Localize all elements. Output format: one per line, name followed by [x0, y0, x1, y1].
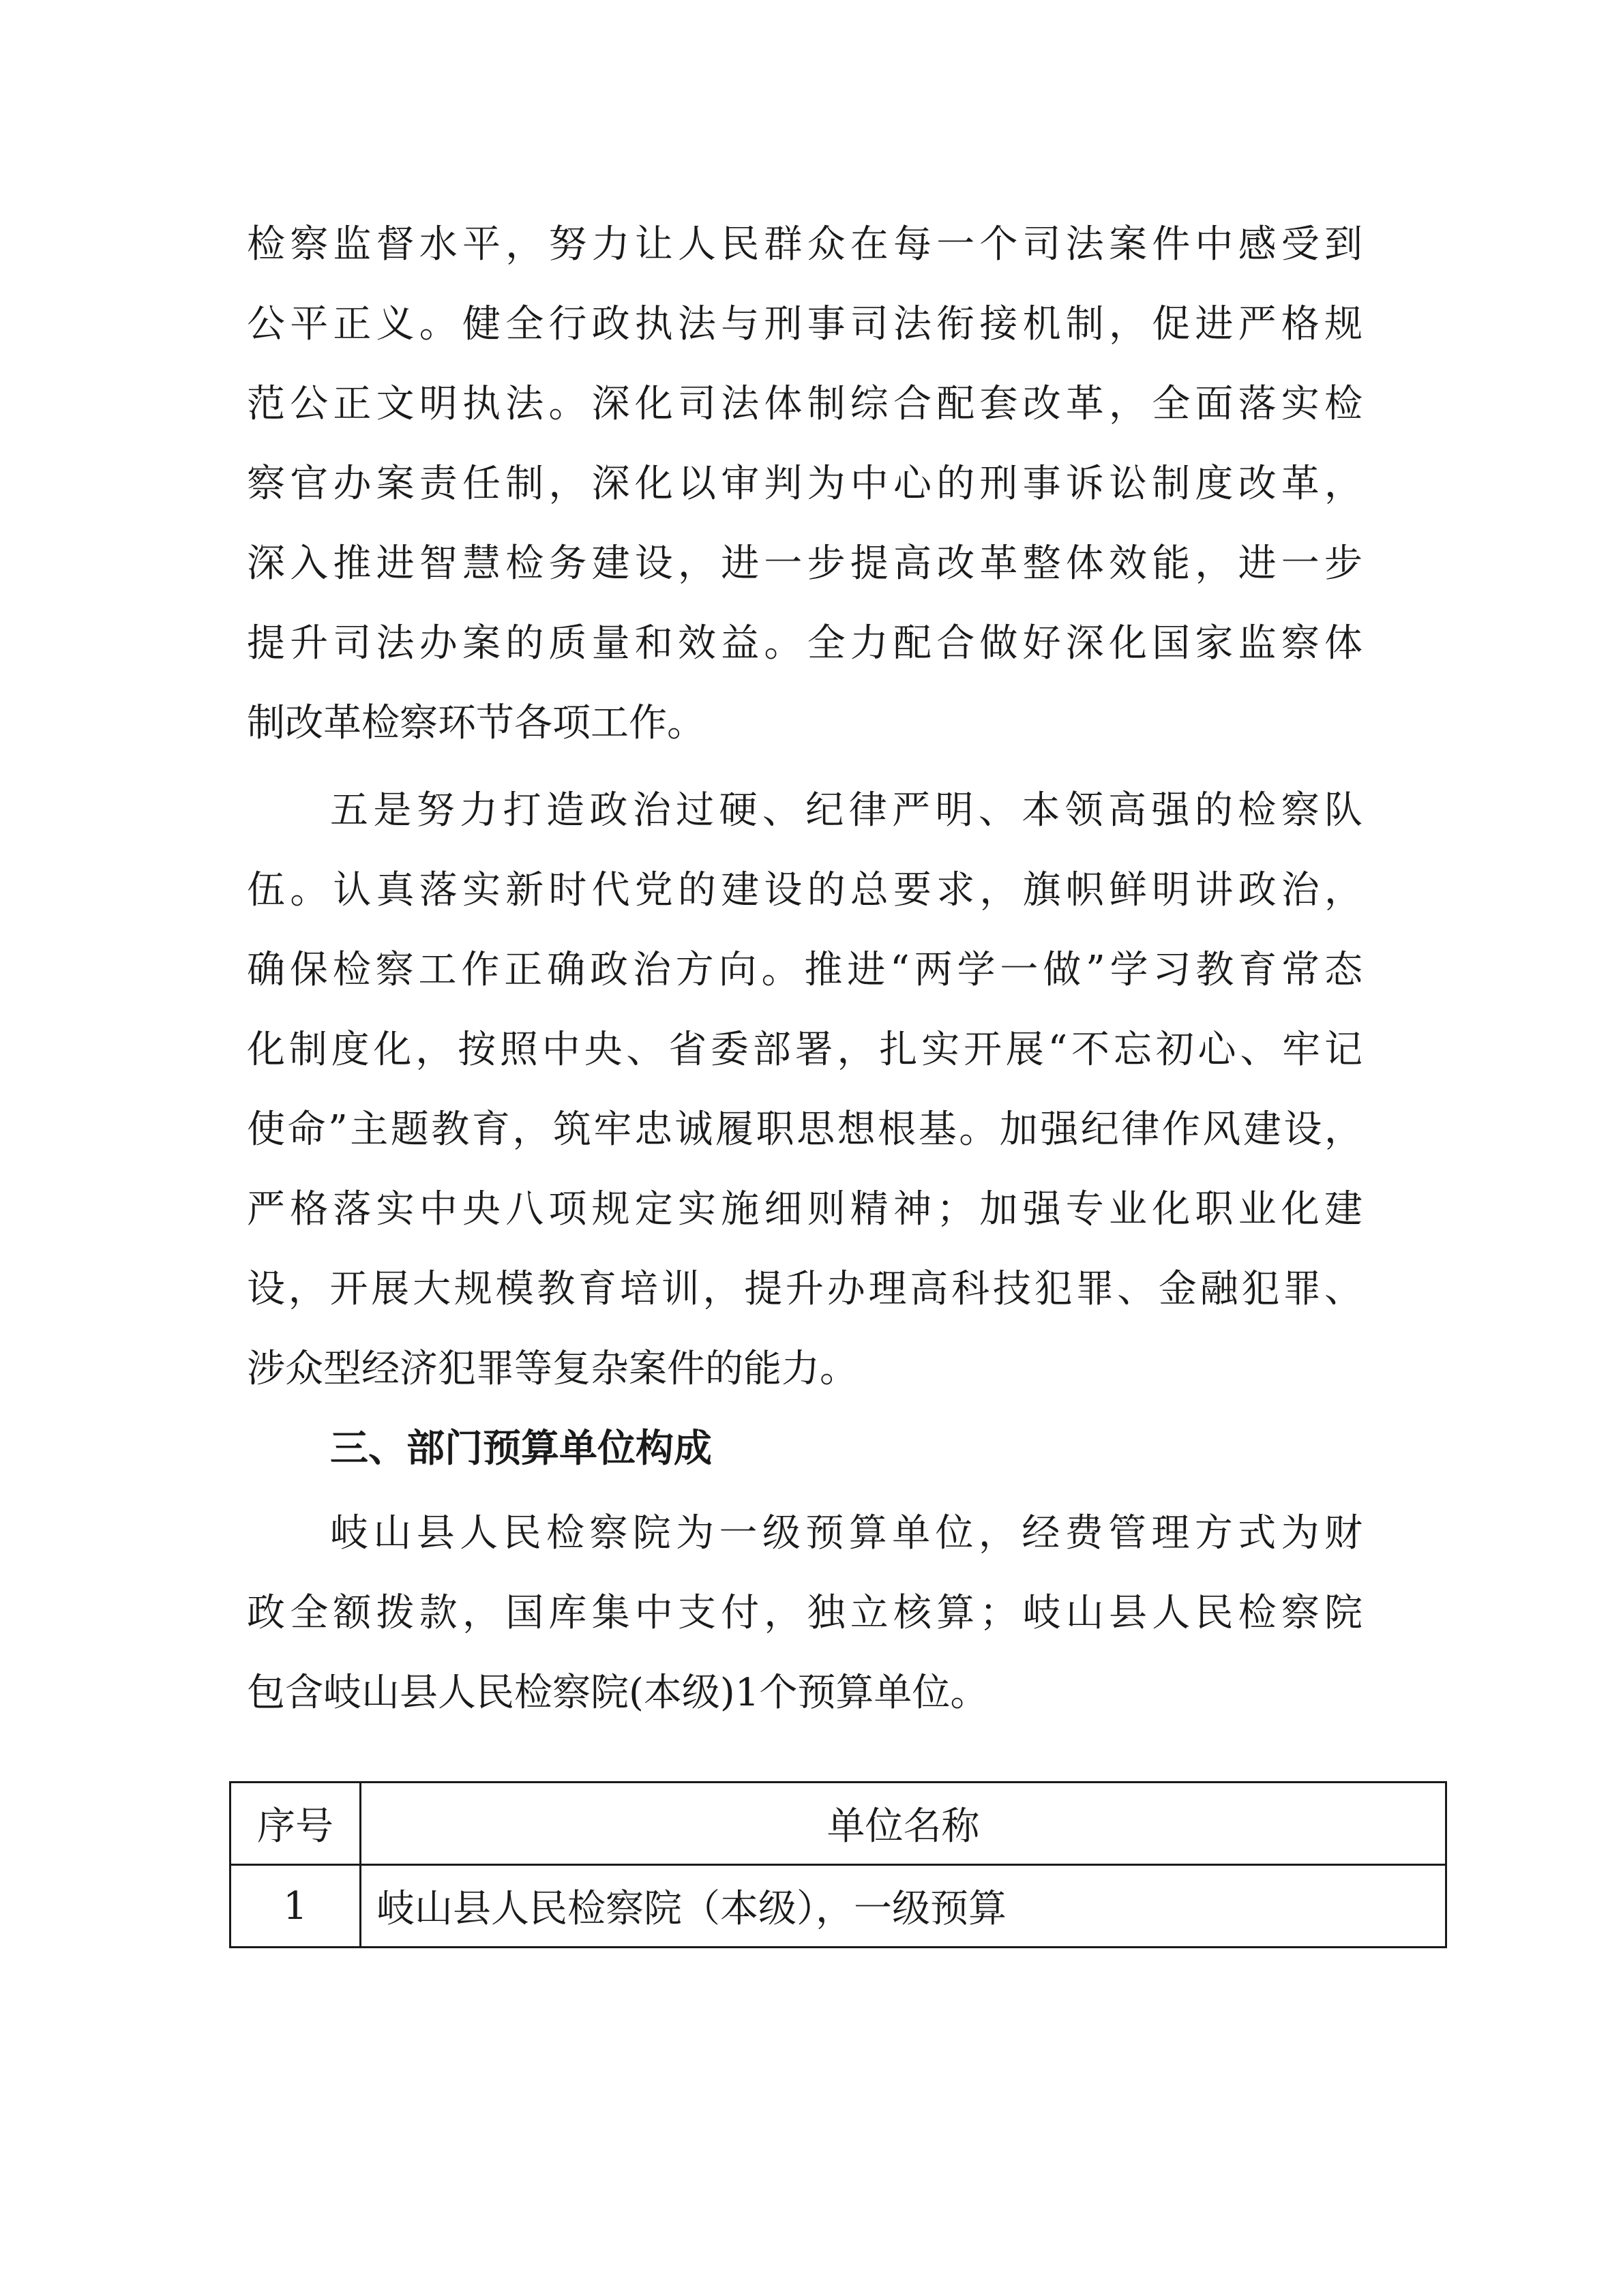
text-line: 深入推进智慧检务建设，进一步提高改革整体效能，进一步 [247, 541, 1363, 586]
budget-unit-table [229, 1781, 1447, 1948]
text-line: 察官办案责任制，深化以审判为中心的刑事诉讼制度改革， [247, 462, 1363, 506]
text-line: 制改革检察环节各项工作。 [247, 701, 705, 745]
section-heading: 三、部门预算单位构成 [330, 1427, 712, 1471]
text-line: 确保检察工作正确政治方向。推进“两学一做”学习教育常态 [247, 948, 1363, 992]
text-line: 岐山县人民检察院为一级预算单位，经费管理方式为财 [330, 1511, 1363, 1555]
text-line: 五是努力打造政治过硬、纪律严明、本领高强的检察队 [330, 788, 1363, 833]
text-line: 伍。认真落实新时代党的建设的总要求，旗帜鲜明讲政治， [247, 868, 1363, 912]
text-line: 提升司法办案的质量和效益。全力配合做好深化国家监察体 [247, 621, 1363, 666]
column-header-unit-name: 单位名称 [361, 1783, 1446, 1865]
table-row [230, 1865, 1446, 1948]
text-line: 检察监督水平，努力让人民群众在每一个司法案件中感受到 [247, 222, 1363, 267]
column-header-number: 序号 [230, 1783, 361, 1865]
table-cell-unit-name: 岐山县人民检察院（本级），一级预算 [361, 1865, 1446, 1948]
table-cell-number: 1 [230, 1865, 361, 1948]
text-line: 设，开展大规模教育培训，提升办理高科技犯罪、金融犯罪、 [247, 1267, 1363, 1311]
text-line: 公平正义。健全行政执法与刑事司法衔接机制，促进严格规 [247, 302, 1363, 346]
table-header-row [230, 1783, 1446, 1865]
text-line: 政全额拨款，国库集中支付，独立核算；岐山县人民检察院 [247, 1591, 1363, 1635]
text-line: 包含岐山县人民检察院(本级)1个预算单位。 [247, 1671, 989, 1715]
paragraph-budget-units [247, 1493, 1363, 1733]
text-line: 涉众型经济犯罪等复杂案件的能力。 [247, 1347, 858, 1391]
paragraph-team-building [247, 771, 1363, 1409]
paragraph-procuratorial-reform [247, 205, 1363, 763]
text-line: 严格落实中央八项规定实施细则精神；加强专业化职业化建 [247, 1187, 1363, 1232]
text-line: 范公正文明执法。深化司法体制综合配套改革，全面落实检 [247, 382, 1363, 426]
text-line: 化制度化，按照中央、省委部署，扎实开展“不忘初心、牢记 [247, 1028, 1363, 1072]
text-line: 使命”主题教育，筑牢忠诚履职思想根基。加强纪律作风建设， [247, 1107, 1363, 1152]
